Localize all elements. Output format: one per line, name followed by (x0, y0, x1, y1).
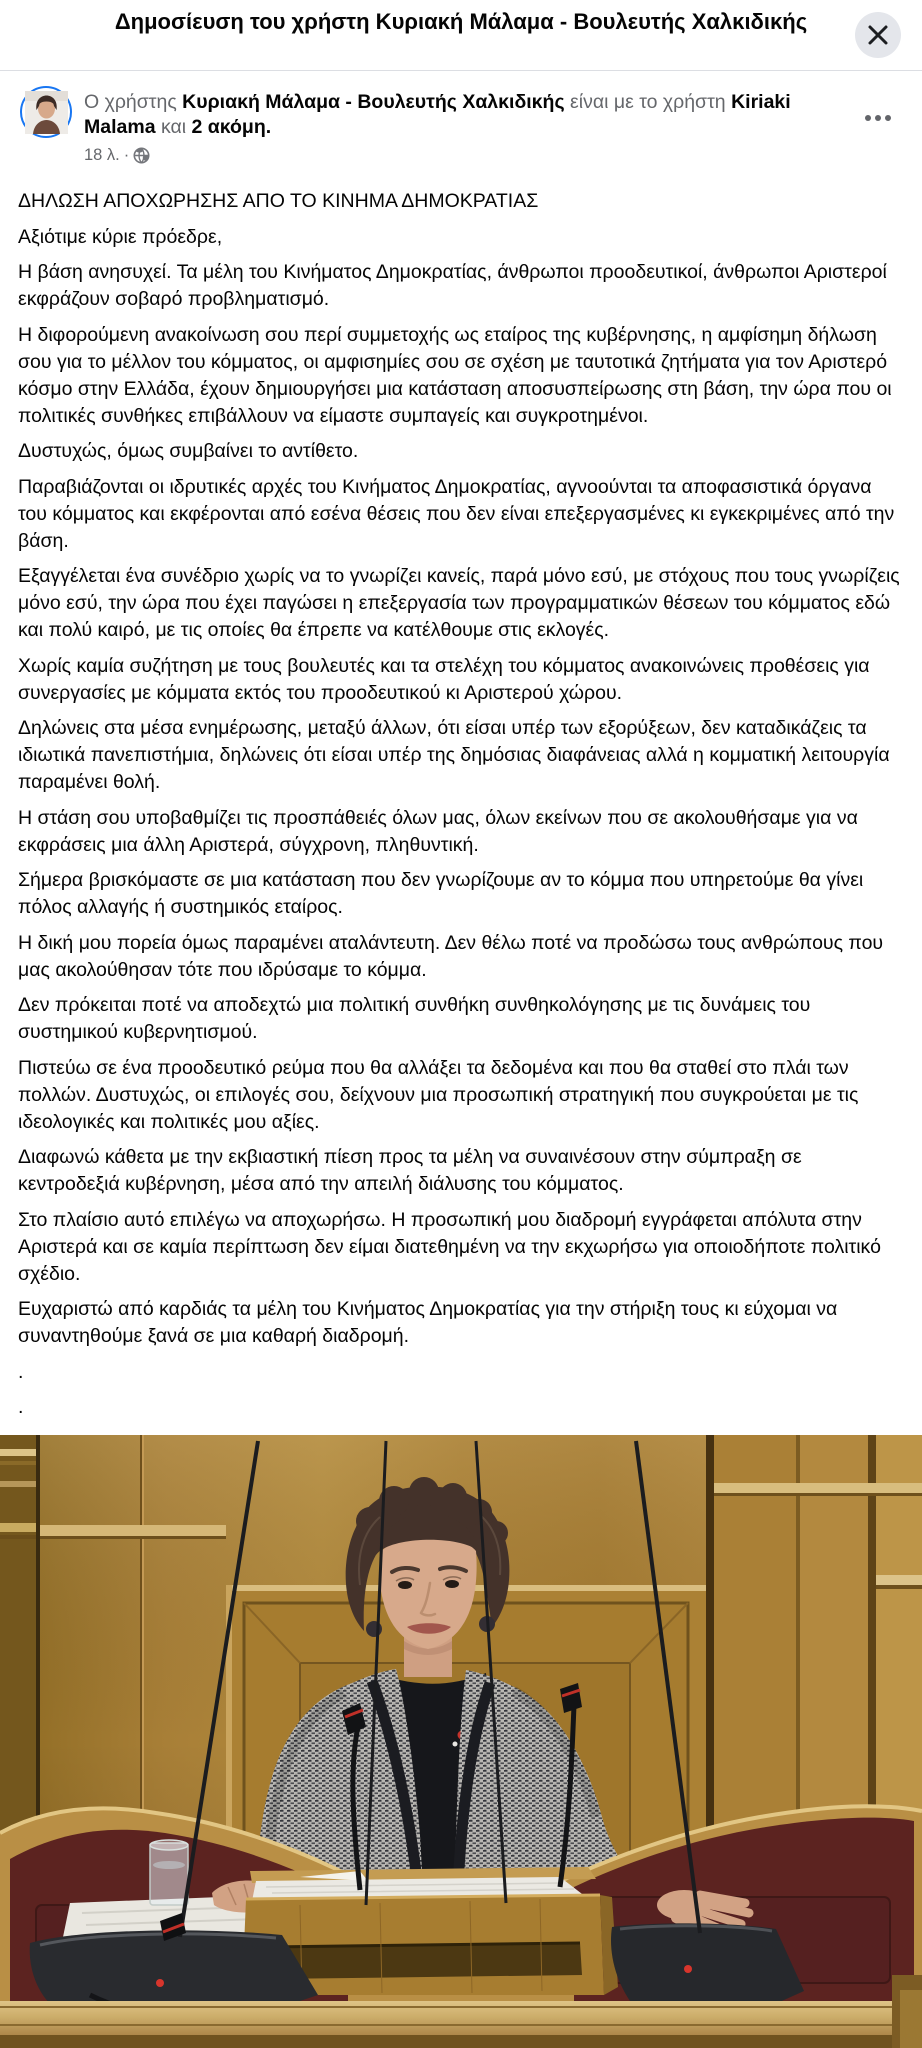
post-paragraph: Η δική μου πορεία όμως παραμένει αταλάντευτη. Δεν θέλω ποτέ να προδώσω τους ανθρώπους που μας ακολούθησαν τότε που ιδρύσαμε το κόμμα. (18, 931, 884, 981)
byline (84, 90, 834, 140)
globe-icon (133, 147, 150, 164)
post-paragraph: Η βάση ανησυχεί. Τα μέλη του Κινήματος Δημοκρατίας, άνθρωποι προοδευτικοί, άνθρωποι Αριστεροί εκφράζουν σοβαρό προβληματισμό. (18, 261, 887, 310)
post-paragraph: Δεν πρόκειται ποτέ να αποδεχτώ μια πολιτική συνθήκη συνθηκολόγησης με τις δυνάμεις του συστημικού κυβερνητισμού. (18, 994, 811, 1043)
timestamp-link[interactable]: 18 λ. (84, 146, 120, 164)
byline-middle: είναι με το χρήστη (564, 91, 732, 113)
post-paragraph: Ευχαριστώ από καρδιάς τα μέλη του Κινήματος Δημοκρατίας για την στήριξη τους κι εύχομαι να συναντηθούμε ξανά σε μια καθαρή διαδρομή. (18, 1298, 838, 1347)
close-button[interactable] (855, 12, 901, 58)
more-tagged-link[interactable]: 2 ακόμη (191, 116, 266, 138)
byline-and: και (155, 116, 192, 138)
post-photo[interactable] (0, 1435, 922, 2048)
ellipsis-icon (864, 114, 892, 122)
post-meta (84, 146, 150, 165)
post-paragraph: Η διφορούμενη ανακοίνωση σου περί συμμετοχής ως εταίρος της κυβέρνησης, η αμφίσημη δήλωση σου για το μέλλον του κόμματος, οι αμφισημίες σου σε σχέση με ταυτοτικά ζητήματα για τον Αριστερό κόσμο στην Ελλάδα, έχουν δημιουργήσει μια κατάσταση αποσυσπείρωσης στη βάση, την ώρα που οι πολιτικές συνθήκες επιβάλλουν να είμαστε συμπαγείς και συγκροτημένοι. (18, 323, 892, 427)
avatar-photo (25, 91, 68, 134)
post-header (0, 70, 922, 182)
more-options-button[interactable] (858, 102, 898, 134)
post-paragraph: Χωρίς καμία συζήτηση με τους βουλευτές και τα στελέχη του κόμματος ανακοινώνεις προθέσεις για συνεργασίες με κόμματα εκτός του προοδευτικού κι Αριστερού χώρου. (18, 654, 870, 704)
post-paragraph: Παραβιάζονται οι ιδρυτικές αρχές του Κινήματος Δημοκρατίας, αγνοούνται τα αποφασιστικά όργανα του κόμματος και εκφέρονται από εσένα θέσεις που δεν είναι επεξεργασμένες κι εγκεκριμένες από την βάση. (18, 475, 895, 552)
tagged-user-link[interactable]: Kiriaki Malama (84, 91, 791, 138)
avatar[interactable] (20, 86, 72, 138)
author-link[interactable]: Κυριακή Μάλαμα - Βουλευτής Χαλκιδικής (182, 91, 565, 113)
post-paragraph: Δυστυχώς, όμως συμβαίνει το αντίθετο. (18, 440, 359, 462)
post-paragraph: Αξιότιμε κύριε πρόεδρε, (18, 225, 223, 248)
dialog-header (0, 0, 922, 71)
byline-period: . (265, 116, 272, 138)
post-text (0, 182, 922, 1435)
post-paragraph: Στο πλαίσιο αυτό επιλέγω να αποχωρήσω. Η προσωπική μου διαδρομή εγγράφεται απόλυτα στην Αριστερά και σε καμία περίπτωση δεν είμαι διατεθημένη να την εκχωρήσω για οποιοδήποτε πολιτικό σχέδιο. (18, 1208, 881, 1285)
post-paragraph: Διαφωνώ κάθετα με την εκβιαστική πίεση προς τα μέλη να συναινέσουν στην σύμπραξη σε κεντροδεξιά κυβέρνηση, μέσα από την απειλή διάλυσης του κόμματος. (18, 1146, 802, 1195)
post-paragraph: Η στάση σου υποβαθμίζει τις προσπάθειές όλων μας, όλων εκείνων που σε ακολουθήσαμε για να εκφράσεις μια άλλη Αριστερά, σύγχρονη, πληθυντική. (18, 806, 858, 856)
post-paragraph: . (18, 1360, 24, 1383)
avatar-story-ring (20, 86, 72, 138)
close-icon (867, 24, 889, 46)
post-paragraph: ΔΗΛΩΣΗ ΑΠΟΧΩΡΗΣΗΣ ΑΠΟ ΤΟ ΚΙΝΗΜΑ ΔΗΜΟΚΡΑΤΙΑΣ (18, 190, 539, 212)
dialog-title: Δημοσίευση του χρήστη Κυριακή Μάλαμα - Βουλευτής Χαλκιδικής (114, 9, 808, 34)
post-paragraph: . (18, 1396, 24, 1418)
post-paragraph: Πιστεύω σε ένα προοδευτικό ρεύμα που θα αλλάξει τα δεδομένα και που θα σταθεί στο πλάι των πολλών. Δυστυχώς, οι επιλογές σου, δείχνουν μια προσωπική στρατηγική που συγκρούεται με τις ιδεολογικές και πολιτικές μου αξίες. (18, 1056, 859, 1133)
post-paragraph: Σήμερα βρισκόμαστε σε μια κατάσταση που δεν γνωρίζουμε αν το κόμμα που υπηρετούμε θα γίνει πόλος αλλαγής ή συστημικός εταίρος. (18, 869, 864, 918)
post-paragraph: Δηλώνεις στα μέσα ενημέρωσης, μεταξύ άλλων, ότι είσαι υπέρ των εξορύξεων, δεν καταδικάζεις τα ιδιωτικά πανεπιστήμια, δηλώνεις ότι είσαι υπέρ της δημόσιας διαφάνειας αλλά η κομματική λειτουργία παραμένει θολή. (18, 717, 890, 793)
byline-prefix: Ο χρήστης (84, 91, 183, 113)
post-paragraph: Εξαγγέλεται ένα συνέδριο χωρίς να το γνωρίζει κανείς, παρά μόνο εσύ, με στόχους που τους γνωρίζεις μόνο εσύ, την ώρα που έχει παγώσει η επεξεργασία των προγραμματικών θέσεων του κόμματος εδώ και πολύ καιρό, με τις οποίες θα έπρεπε να κατέλθουμε στις εκλογές. (18, 565, 900, 641)
meta-separator: · (123, 146, 130, 164)
